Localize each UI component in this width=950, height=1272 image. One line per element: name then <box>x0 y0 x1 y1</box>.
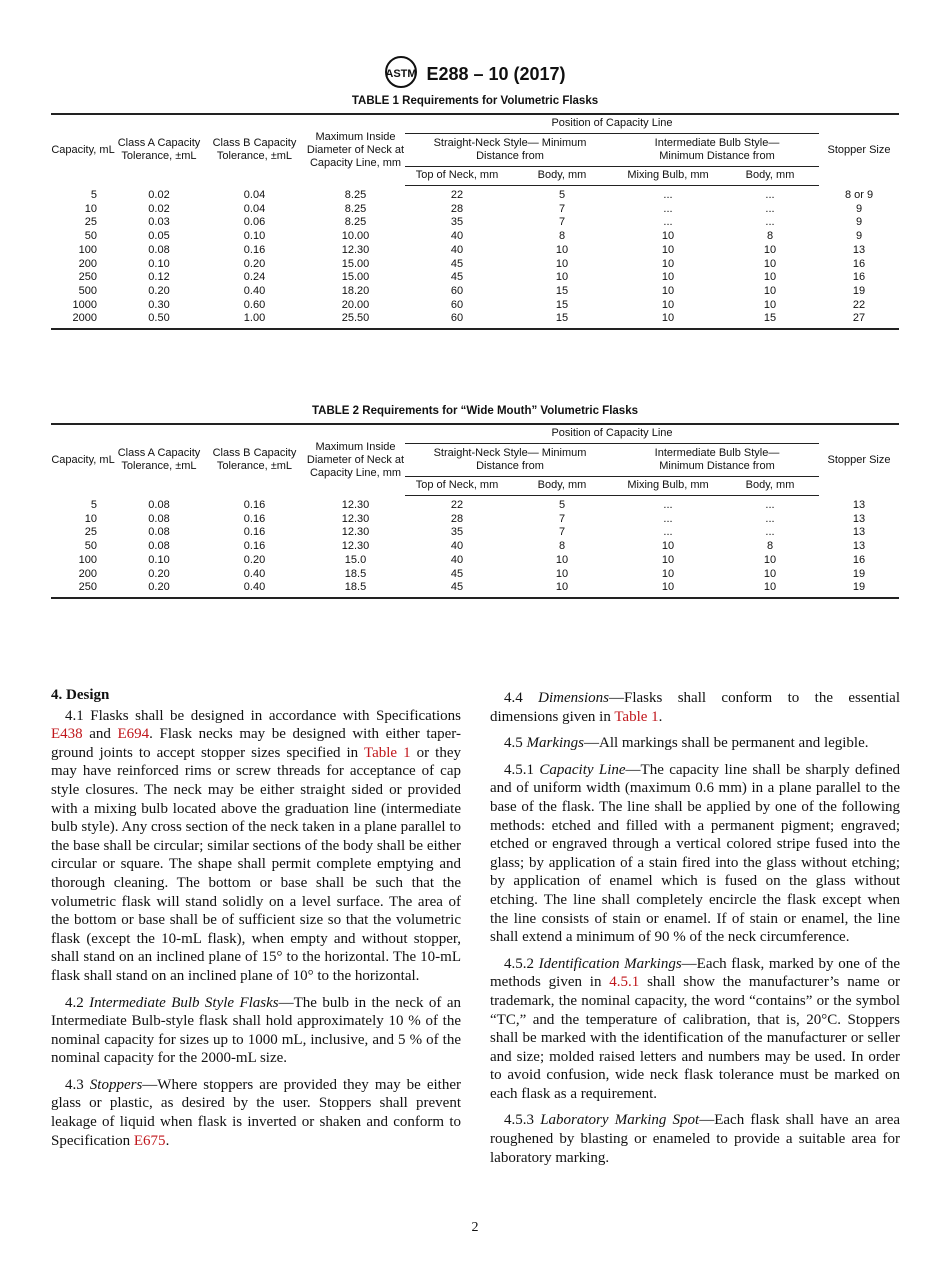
paragraph-text: —The capacity line shall be sharply defined and of uniform width (maximum 0.6 mm) in a plane parallel to the base of the flask. The line shall be applied by one of the following methods: etched and filled with a permanent pigment; engraved; etched or engraved through a vertical colored stripe fused into the glass; by application of a stain fired into the glass without etching; by application of enamel which is fused on the glass without etching. The line shall completely encircle the flask except when the line consists of stain or enamel. If of stain or enamel, the line shall extend a minimum of 90 % of the neck circumference. <box>490 761 901 946</box>
cell-bulb-body: ... <box>765 216 775 229</box>
cell-class-a: 0.20 <box>148 284 170 297</box>
header-max-diam: Maximum Inside Diameter of Neck at Capacity Line, mm <box>306 424 405 496</box>
cell-top-of-neck: 60 <box>450 298 464 311</box>
cell-capacity: 250 <box>51 581 115 598</box>
cell-bulb-body: 10 <box>763 567 777 580</box>
table-row <box>51 299 899 313</box>
section-heading: 4. Design <box>51 687 110 703</box>
cell-bulb-body: 10 <box>721 581 819 598</box>
table-row <box>51 312 899 329</box>
cell-max-diameter: 25.50 <box>306 312 405 329</box>
cell-capacity: 50 <box>84 230 97 243</box>
header-bulb: Intermediate Bulb Style— Minimum Distance from <box>615 134 819 167</box>
cell-capacity: 500 <box>78 284 97 297</box>
cell-straight-body: 10 <box>555 271 569 284</box>
cell-class-b: 0.04 <box>243 202 266 215</box>
paragraph-text: —Each flask shall have an area roughened by blasting or enameled to provide a suitable area for laboratory marking. <box>490 1112 901 1166</box>
table-row <box>51 581 899 598</box>
cell-stopper-size: 22 <box>852 298 866 311</box>
cell-mixing-bulb: 10 <box>661 257 675 270</box>
cell-top-of-neck: 35 <box>450 526 464 539</box>
cell-capacity: 50 <box>84 540 97 553</box>
document-header <box>0 55 950 94</box>
cell-class-a: 0.08 <box>148 243 170 256</box>
header-position: Position of Capacity Line <box>405 424 819 444</box>
cell-stopper-size: 19 <box>852 284 866 297</box>
document-designation: E288 – 10 (2017) <box>426 64 566 84</box>
cell-capacity: 10 <box>84 202 97 215</box>
cell-class-b: 0.16 <box>243 540 266 553</box>
cell-mixing-bulb: 10 <box>661 284 675 297</box>
cell-max-diameter: 15.00 <box>341 257 370 270</box>
table-row <box>51 203 899 217</box>
header-capacity: Capacity, mL <box>51 424 115 496</box>
header-class-a: Class A Capacity Tolerance, ±mL <box>115 114 203 186</box>
cell-mixing-bulb: 10 <box>661 298 675 311</box>
cell-stopper-size: 13 <box>852 243 866 256</box>
cell-bulb-body: 8 <box>766 540 774 553</box>
cell-bulb-body: ... <box>765 189 775 201</box>
cell-max-diameter: 12.30 <box>341 243 370 256</box>
paragraph-text: 4.2 <box>65 994 90 1011</box>
cell-stopper-size: 13 <box>852 540 866 553</box>
header-body: Body, mm <box>721 477 819 496</box>
header-capacity: Capacity, mL <box>51 114 115 186</box>
reference-link[interactable]: 4.5.1 <box>609 974 640 991</box>
header-top-neck: Top of Neck, mm <box>405 477 509 496</box>
cell-top-of-neck: 45 <box>450 271 464 284</box>
header-body: Body, mm <box>509 167 615 186</box>
cell-class-a: 0.20 <box>115 581 203 598</box>
paragraph-text: . <box>165 1132 170 1149</box>
cell-capacity: 1000 <box>72 298 97 311</box>
cell-class-b: 0.60 <box>243 298 266 311</box>
cell-straight-body: 15 <box>555 298 569 311</box>
cell-max-diameter: 18.5 <box>306 581 405 598</box>
cell-class-a: 0.10 <box>148 257 170 270</box>
cell-top-of-neck: 28 <box>450 512 464 525</box>
paragraph <box>51 707 461 986</box>
cell-stopper-size: 16 <box>852 257 866 270</box>
cell-straight-body: 7 <box>558 216 566 229</box>
paragraph-text: 4.5 <box>504 735 527 752</box>
cell-bulb-body: ... <box>765 499 775 511</box>
cell-stopper-size: 16 <box>852 553 866 566</box>
cell-top-of-neck: 45 <box>450 257 464 270</box>
paragraph <box>490 734 900 753</box>
table-row <box>51 258 899 272</box>
table-row <box>51 568 899 582</box>
paragraph-text: . Flask necks may be designed with either taper-ground joints to accept stopper sizes specified in <box>51 726 461 761</box>
cell-bulb-body: 10 <box>763 257 777 270</box>
table-row <box>51 496 899 513</box>
cell-bulb-body: 15 <box>721 312 819 329</box>
cell-class-b: 0.40 <box>243 284 266 297</box>
paragraph-text: 4.3 <box>65 1076 90 1093</box>
cell-capacity: 5 <box>90 498 97 511</box>
cell-capacity: 25 <box>84 216 97 229</box>
cell-capacity: 2000 <box>51 312 115 329</box>
cell-top-of-neck: 45 <box>450 567 464 580</box>
table-row <box>51 526 899 540</box>
table-row <box>51 271 899 285</box>
cell-mixing-bulb: 10 <box>661 230 675 243</box>
table-row <box>51 540 899 554</box>
cell-class-a: 0.05 <box>148 230 170 243</box>
table-row <box>51 285 899 299</box>
cell-bulb-body: 10 <box>763 243 777 256</box>
cell-class-a: 0.20 <box>148 567 170 580</box>
paragraph-text: —Where stoppers are provided they may be either glass or plastic, as desired by the user. Stoppers shall prevent leakage of liquid when flask is inverted or shaken and conform to Specification <box>51 1076 461 1149</box>
cell-stopper-size: 19 <box>819 581 899 598</box>
cell-stopper-size: 9 <box>855 202 863 215</box>
paragraph-text: 4.1 Flasks shall be designed in accordance with Specifications <box>65 707 461 724</box>
cell-capacity: 200 <box>78 257 97 270</box>
table-row <box>51 230 899 244</box>
cell-class-b: 0.04 <box>243 188 266 201</box>
cell-straight-body: 10 <box>509 581 615 598</box>
cell-stopper-size: 9 <box>855 216 863 229</box>
paragraph-title: Stoppers <box>89 1076 143 1093</box>
reference-link[interactable]: E438 <box>51 726 83 743</box>
cell-max-diameter: 15.00 <box>341 271 370 284</box>
paragraph-text: 4.4 <box>504 690 539 706</box>
cell-class-b: 0.16 <box>243 498 266 511</box>
paragraph-text: and <box>82 726 118 743</box>
header-body: Body, mm <box>721 167 819 186</box>
cell-class-a: 0.08 <box>148 512 170 525</box>
cell-straight-body: 8 <box>558 230 566 243</box>
table-row <box>51 186 899 203</box>
cell-mixing-bulb: 10 <box>661 540 675 553</box>
cell-class-b: 0.10 <box>243 230 266 243</box>
cell-class-a: 0.50 <box>115 312 203 329</box>
header-top-neck: Top of Neck, mm <box>405 167 509 186</box>
cell-max-diameter: 12.30 <box>341 498 370 511</box>
cell-top-of-neck: 40 <box>450 230 464 243</box>
cell-capacity: 250 <box>78 271 97 284</box>
cell-capacity: 100 <box>78 553 97 566</box>
svg-text:ASTM: ASTM <box>385 68 418 80</box>
reference-link[interactable]: E675 <box>133 1132 166 1149</box>
header-straight: Straight-Neck Style— Minimum Distance from <box>405 134 615 167</box>
table-2-title: TABLE 2 Requirements for “Wide Mouth” Volumetric Flasks <box>312 405 638 417</box>
cell-bulb-body: ... <box>765 526 775 539</box>
cell-top-of-neck: 28 <box>450 202 464 215</box>
header-mixing: Mixing Bulb, mm <box>615 167 721 186</box>
cell-top-of-neck: 60 <box>405 312 509 329</box>
cell-straight-body: 15 <box>555 284 569 297</box>
cell-class-a: 0.02 <box>148 188 170 201</box>
cell-stopper-size: 9 <box>855 230 863 243</box>
cell-top-of-neck: 45 <box>405 581 509 598</box>
table-row <box>51 554 899 568</box>
cell-mixing-bulb: ... <box>663 216 673 229</box>
cell-mixing-bulb: 10 <box>661 567 675 580</box>
cell-max-diameter: 12.30 <box>341 526 370 539</box>
cell-mixing-bulb: ... <box>663 499 673 511</box>
paragraph-title: Markings <box>526 735 584 752</box>
paragraph-text: —All markings shall be permanent and legible. <box>584 735 869 752</box>
cell-top-of-neck: 40 <box>450 243 464 256</box>
cell-class-a: 0.08 <box>148 540 170 553</box>
cell-max-diameter: 20.00 <box>341 298 370 311</box>
table-row <box>51 513 899 527</box>
cell-bulb-body: 10 <box>763 271 777 284</box>
cell-mixing-bulb: ... <box>663 189 673 201</box>
paragraph-text: or they may have reinforced rims or screw threads for acceptance of cap style closures. The neck may be either straight sided or provided with a mixing bulb located above the graduation line (intermediate bulb style). Any cross section of the neck taken in a plane parallel to the base shall be circular; similar sections of the body shall be either circular or square. The shape shall permit complete emptying and thorough cleaning. The bottom or base shall be such that the volumetric flask will stand solidly on a level surface. The area of the bottom or base shall be of sufficient size so that the volumetric flask (except the 10-mL flask), when empty and without stopper, shall stand on an inclined plane of 15° to the horizontal. The 10-mL flask shall stand on an inclined plane of 10° to the horizontal. <box>51 744 461 984</box>
cell-top-of-neck: 40 <box>450 553 464 566</box>
cell-top-of-neck: 60 <box>450 284 464 297</box>
cell-straight-body: 8 <box>558 540 566 553</box>
cell-stopper-size: 27 <box>819 312 899 329</box>
right-column <box>490 689 900 1175</box>
cell-straight-body: 5 <box>558 499 566 511</box>
cell-straight-body: 15 <box>509 312 615 329</box>
cell-bulb-body: ... <box>765 512 775 525</box>
paragraph-text: . <box>658 708 663 725</box>
cell-class-b: 0.16 <box>243 526 266 539</box>
table-row <box>51 244 899 258</box>
cell-top-of-neck: 22 <box>450 189 464 201</box>
cell-class-a: 0.03 <box>148 216 170 229</box>
paragraph-title: Laboratory Marking Spot <box>540 1112 700 1129</box>
cell-straight-body: 10 <box>555 257 569 270</box>
header-mixing: Mixing Bulb, mm <box>615 477 721 496</box>
page-number: 2 <box>471 1220 479 1235</box>
paragraph-title: Intermediate Bulb Style Flasks <box>89 994 279 1011</box>
cell-top-of-neck: 40 <box>450 540 464 553</box>
cell-class-b: 0.40 <box>243 567 266 580</box>
cell-max-diameter: 18.5 <box>344 567 367 580</box>
cell-max-diameter: 12.30 <box>341 512 370 525</box>
paragraph-text: 4.5.1 <box>504 761 540 778</box>
cell-straight-body: 10 <box>555 243 569 256</box>
paragraph <box>490 761 900 947</box>
cell-class-b: 0.24 <box>243 271 266 284</box>
header-straight: Straight-Neck Style— Minimum Distance from <box>405 444 615 477</box>
cell-max-diameter: 8.25 <box>344 216 367 229</box>
cell-mixing-bulb: 10 <box>661 271 675 284</box>
paragraph-text: —Each flask, marked by one of the methods given in <box>490 955 901 991</box>
cell-capacity: 25 <box>84 526 97 539</box>
cell-stopper-size: 13 <box>852 498 866 511</box>
header-max-diam: Maximum Inside Diameter of Neck at Capacity Line, mm <box>306 114 405 186</box>
reference-link[interactable]: Table 1 <box>363 744 411 761</box>
reference-link[interactable]: E694 <box>117 726 150 743</box>
header-position: Position of Capacity Line <box>405 114 819 134</box>
cell-mixing-bulb: 10 <box>615 581 721 598</box>
cell-stopper-size: 19 <box>852 567 866 580</box>
cell-mixing-bulb: ... <box>663 526 673 539</box>
paragraph-text: —The bulb in the neck of an Intermediate Bulb-style flask shall hold approximately 10 % of the nominal capacity for sizes up to 1000 mL, inclusive, and 5 % of the nominal capacity for the 2000-mL size. <box>51 994 461 1067</box>
cell-class-b: 0.20 <box>243 553 266 566</box>
cell-stopper-size: 8 or 9 <box>844 188 874 201</box>
table-row <box>51 216 899 230</box>
cell-class-b: 0.16 <box>243 243 266 256</box>
cell-straight-body: 7 <box>558 526 566 539</box>
cell-bulb-body: 10 <box>763 298 777 311</box>
paragraph <box>490 955 900 1104</box>
table-1 <box>51 113 899 330</box>
cell-straight-body: 7 <box>558 202 566 215</box>
cell-class-a: 0.10 <box>148 553 170 566</box>
header-bulb: Intermediate Bulb Style— Minimum Distance from <box>615 444 819 477</box>
cell-class-b: 0.06 <box>243 216 266 229</box>
paragraph-title: Capacity Line <box>539 761 626 778</box>
paragraph-text: shall show the manufacturer’s name or trademark, the nominal capacity, the word “contains” or the symbol “TC,” and the temperature of calibration, that is, 20°C. Stoppers shall be marked with the identification of the manufacturer or seller and size; molded raised letters and numbers may be used. In order to avoid confusion, wide neck flask tolerance must be marked on each flask as a requirement. <box>490 974 900 1102</box>
cell-bulb-body: 10 <box>763 284 777 297</box>
reference-link[interactable]: Table 1 <box>614 708 659 725</box>
cell-stopper-size: 13 <box>852 512 866 525</box>
cell-mixing-bulb: 10 <box>615 312 721 329</box>
cell-straight-body: 10 <box>555 567 569 580</box>
cell-max-diameter: 8.25 <box>344 202 367 215</box>
cell-capacity: 100 <box>78 243 97 256</box>
cell-top-of-neck: 35 <box>450 216 464 229</box>
paragraph-text: 4.5.3 <box>504 1112 541 1129</box>
paragraph <box>51 994 461 1068</box>
left-column <box>51 686 461 1158</box>
cell-max-diameter: 15.0 <box>344 553 367 566</box>
cell-stopper-size: 16 <box>852 271 866 284</box>
cell-class-a: 0.08 <box>148 498 170 511</box>
cell-capacity: 5 <box>90 188 97 201</box>
cell-stopper-size: 13 <box>852 526 866 539</box>
header-body: Body, mm <box>509 477 615 496</box>
cell-straight-body: 10 <box>555 553 569 566</box>
cell-class-b: 0.16 <box>243 512 266 525</box>
cell-max-diameter: 18.20 <box>341 284 370 297</box>
header-stopper: Stopper Size <box>819 114 899 186</box>
paragraph-title: Identification Markings <box>538 955 682 972</box>
cell-class-b: 0.40 <box>203 581 306 598</box>
cell-capacity: 10 <box>84 512 97 525</box>
cell-max-diameter: 10.00 <box>341 230 370 243</box>
astm-logo-icon <box>384 55 418 94</box>
paragraph-text: —Flasks shall conform to the essential dimensions given in <box>490 690 901 725</box>
cell-max-diameter: 8.25 <box>344 188 367 201</box>
cell-class-a: 0.12 <box>148 271 170 284</box>
cell-class-b: 0.20 <box>243 257 266 270</box>
header-class-a: Class A Capacity Tolerance, ±mL <box>115 424 203 496</box>
cell-mixing-bulb: 10 <box>661 243 675 256</box>
cell-bulb-body: 10 <box>763 553 777 566</box>
cell-mixing-bulb: ... <box>663 512 673 525</box>
table-1-title: TABLE 1 Requirements for Volumetric Flasks <box>351 95 599 107</box>
paragraph <box>490 1111 900 1167</box>
cell-class-a: 0.30 <box>148 298 170 311</box>
cell-straight-body: 5 <box>558 189 566 201</box>
cell-max-diameter: 12.30 <box>341 540 370 553</box>
cell-class-a: 0.08 <box>148 526 170 539</box>
cell-bulb-body: 8 <box>766 230 774 243</box>
cell-mixing-bulb: ... <box>663 202 673 215</box>
paragraph-text: 4.5.2 <box>504 955 539 972</box>
cell-top-of-neck: 22 <box>450 499 464 511</box>
cell-mixing-bulb: 10 <box>661 553 675 566</box>
cell-capacity: 200 <box>78 567 97 580</box>
paragraph <box>51 1076 461 1150</box>
header-stopper: Stopper Size <box>819 424 899 496</box>
header-class-b: Class B Capacity Tolerance, ±mL <box>203 424 306 496</box>
paragraph-title: Dimensions <box>538 690 609 706</box>
paragraph <box>490 689 900 726</box>
cell-class-b: 1.00 <box>203 312 306 329</box>
cell-bulb-body: ... <box>765 202 775 215</box>
table-2 <box>51 423 899 599</box>
header-class-b: Class B Capacity Tolerance, ±mL <box>203 114 306 186</box>
cell-straight-body: 7 <box>558 512 566 525</box>
cell-class-a: 0.02 <box>148 202 170 215</box>
